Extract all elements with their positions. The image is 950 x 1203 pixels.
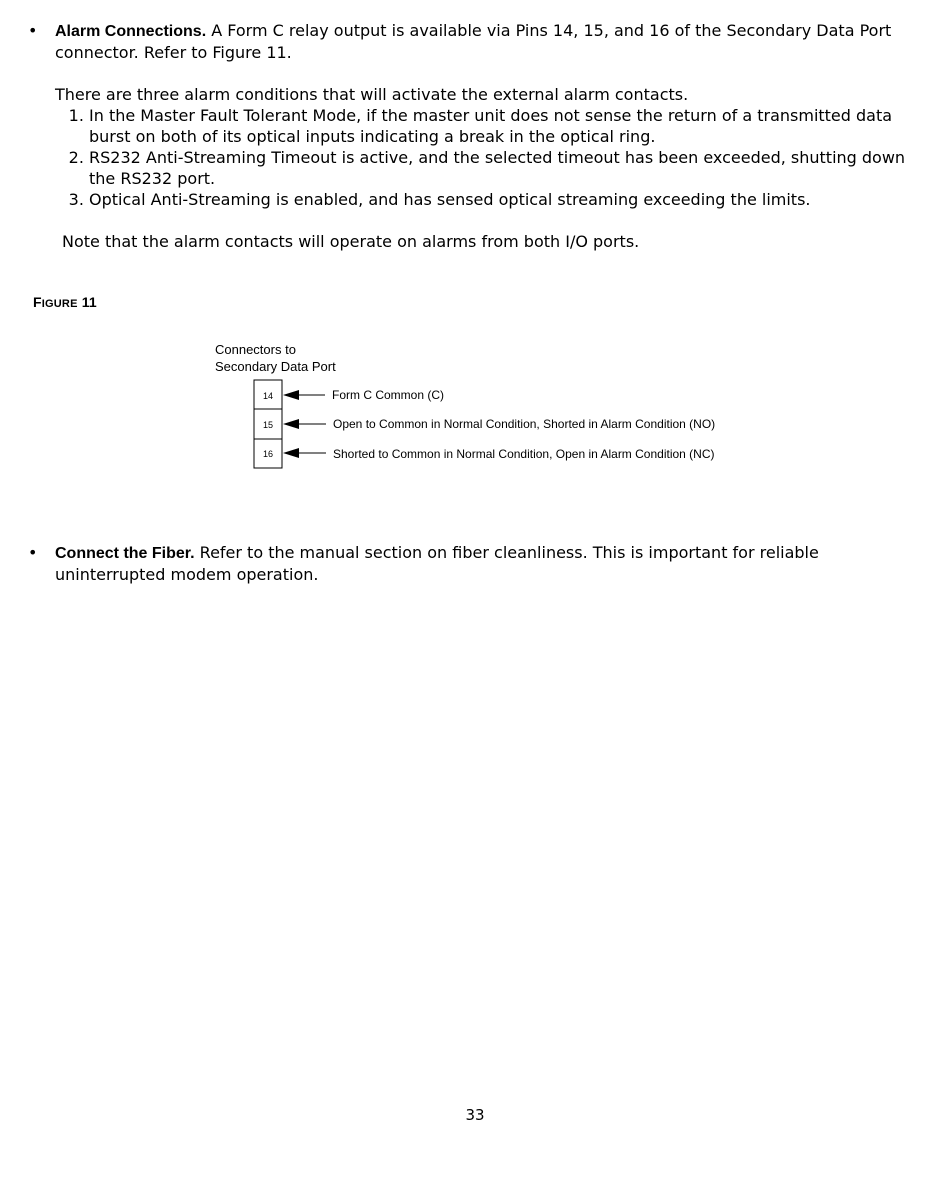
alarm-intro: There are three alarm conditions that will activate the external alarm contacts.	[55, 85, 689, 104]
figure-label: FIGURE 11	[33, 294, 97, 310]
connect-fiber-section	[28, 542, 908, 585]
connector-diagram	[0, 0, 950, 520]
alarm-connections-text: A Form C relay output is available via Pins 14, 15, and 16 of the Secondary Data Port connector. Refer to Figure 11.	[55, 21, 892, 62]
connect-fiber-text: Refer to the manual section on fiber cleanliness. This is important for reliable uninterrupted modem operation.	[55, 543, 819, 584]
pin-number: 16	[262, 449, 274, 459]
alarm-condition-item: 1. In the Master Fault Tolerant Mode, if the master unit does not sense the return of a transmitted data burst on both of its optical inputs indicating a break in the optical ring.	[89, 105, 908, 147]
diagram-title-line1: Connectors to	[215, 342, 296, 357]
connect-fiber-paragraph	[55, 542, 908, 585]
connect-fiber-heading: Connect the Fiber.	[55, 545, 195, 562]
alarm-connections-heading: Alarm Connections.	[55, 23, 207, 40]
alarm-condition-item: 3. Optical Anti-Streaming is enabled, and has sensed optical streaming exceeding the limits.	[89, 189, 908, 210]
bullet-point: •	[28, 543, 38, 562]
page-number: 33	[465, 1106, 485, 1124]
pin-label: Open to Common in Normal Condition, Shorted in Alarm Condition (NO)	[333, 417, 716, 431]
arrow-icon	[283, 390, 325, 400]
bullet-point: •	[28, 21, 38, 40]
diagram-title-line2: Secondary Data Port	[215, 359, 336, 374]
pin-label: Form C Common (C)	[332, 388, 445, 402]
alarm-note: Note that the alarm contacts will operate on alarms from both I/O ports.	[62, 232, 640, 251]
pin-number: 14	[262, 391, 274, 401]
alarm-condition-item: 2. RS232 Anti-Streaming Timeout is active, and the selected timeout has been exceeded, shutting down the RS232 port.	[89, 147, 908, 189]
arrow-icon	[283, 419, 326, 429]
pin-label: Shorted to Common in Normal Condition, Open in Alarm Condition (NC)	[333, 447, 715, 461]
arrow-icon	[283, 448, 326, 458]
pin-number: 15	[262, 420, 274, 430]
